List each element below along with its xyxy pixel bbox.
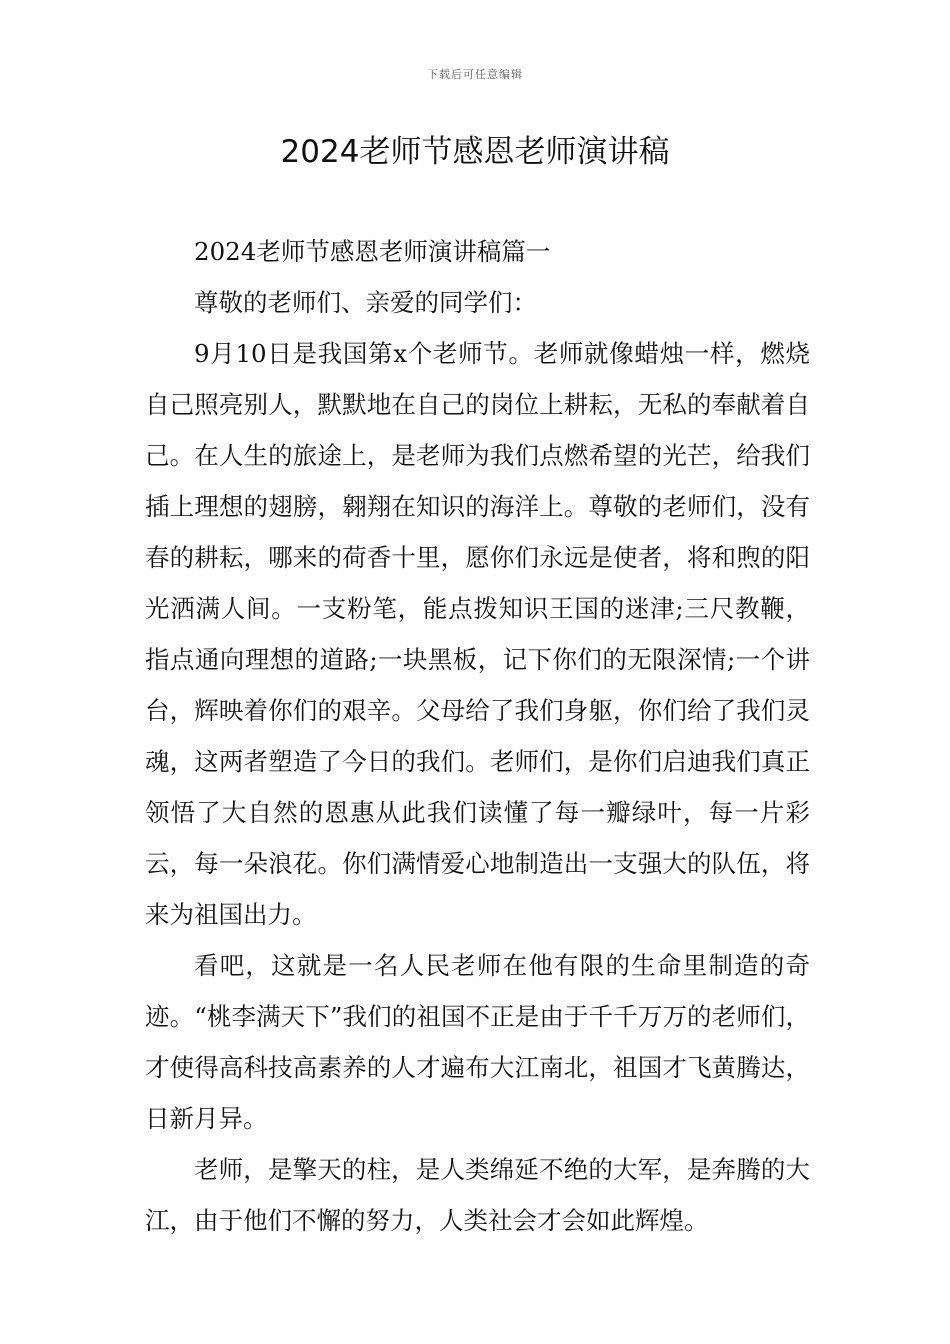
header-note: 下载后可任意编辑	[427, 68, 523, 81]
section-heading: 2024老师节感恩老师演讲稿篇一	[194, 237, 551, 266]
document-body	[145, 226, 810, 1246]
salutation: 尊敬的老师们、亲爱的同学们：	[194, 288, 537, 317]
paragraph: 9月10日是我国第x个老师节。老师就像蜡烛一样，燃烧自己照亮别人，默默地在自己的岗位上耕耘，无私的奉献着自己。在人生的旅途上，是老师为我们点燃希望的光芒，给我们插上理想的翅膀，翱翔在知识的海洋上。尊敬的老师们，没有春的耕耘，哪来的荷香十里，愿你们永远是使者，将和煦的阳光洒满人间。一支粉笔，能点拨知识王国的迷津;三尺教鞭，指点通向理想的道路;一块黑板，记下你们的无限深情;一个讲台，辉映着你们的艰辛。父母给了我们身躯，你们给了我们灵魂，这两者塑造了今日的我们。老师们，是你们启迪我们真正领悟了大自然的恩惠从此我们读懂了每一瓣绿叶，每一片彩云，每一朵浪花。你们满情爱心地制造出一支强大的队伍，将来为祖国出力。	[145, 339, 810, 929]
document-title: 2024老师节感恩老师演讲稿	[280, 134, 670, 170]
paragraph: 老师，是擎天的柱，是人类绵延不绝的大军，是奔腾的大江，由于他们不懈的努力，人类社会才会如此辉煌。	[145, 1155, 810, 1235]
paragraph: 看吧，这就是一名人民老师在他有限的生命里制造的奇迹。“桃李满天下”我们的祖国不正是由于千千万万的老师们，才使得高科技高素养的人才遍布大江南北，祖国才飞黄腾达，日新月异。	[145, 951, 810, 1133]
